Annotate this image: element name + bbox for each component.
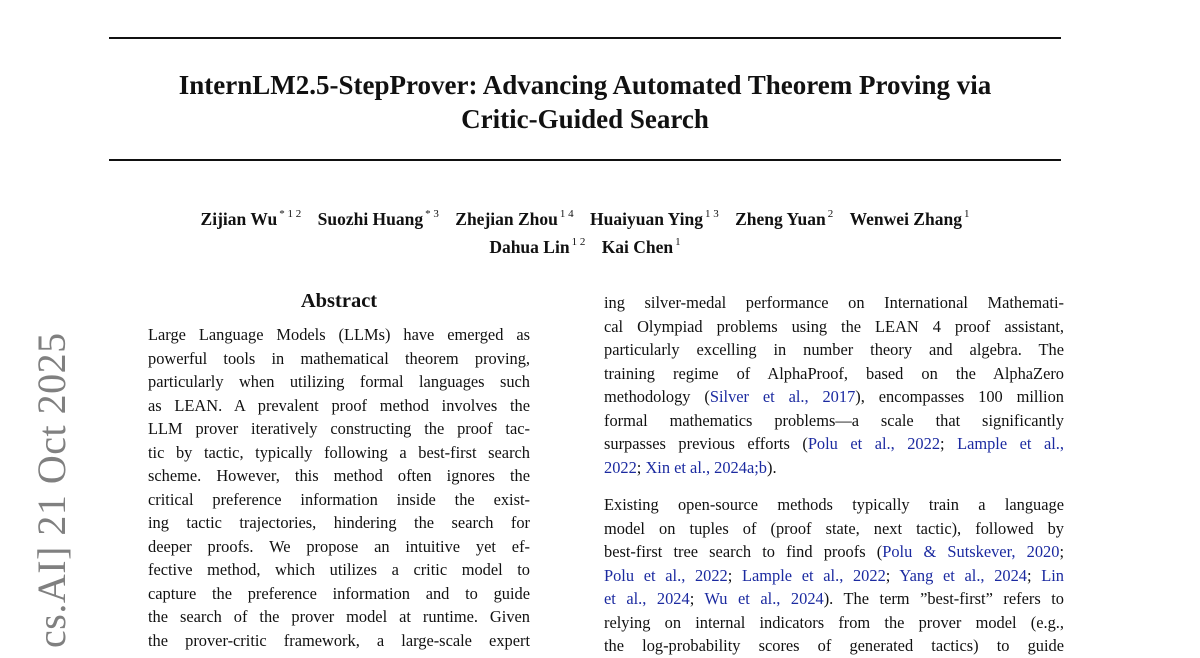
body-line: methodology (Silver et al., 2017), encompasses 100 million [604, 387, 1064, 406]
citation-link[interactable]: Polu et al., 2022 [604, 565, 728, 585]
abstract-line: as LEAN. A prevalent proof method involves the [148, 395, 530, 415]
author: Huaiyuan Ying $^{1 3}$ [590, 208, 719, 229]
intro-column [604, 291, 1064, 658]
author: Suozhi Huang $^{* 3}$ [317, 208, 439, 229]
citation-link[interactable]: Yang et al., 2024 [899, 565, 1027, 585]
top-rule [109, 37, 1061, 39]
abstract-line: fective method, which utilizes a critic model to [148, 560, 530, 579]
abstract-section [148, 289, 530, 652]
citation-link[interactable]: Xin et al., 2024a;b [645, 457, 767, 477]
affiliation-marks: 1 [675, 235, 681, 248]
abstract-line: deeper proofs. We propose an intuitive yet ef- [148, 536, 530, 556]
body-line: relying on internal indicators from the prover model (e.g., [604, 612, 1064, 632]
citation-link[interactable]: et al., 2024 [604, 589, 690, 608]
affiliation-marks: 2 [827, 208, 834, 220]
body-line: training regime of AlphaProof, based on the AlphaZero [604, 363, 1064, 383]
citation-link[interactable]: 2022 [604, 457, 637, 477]
citation-link[interactable]: Lample et al., 2022 [742, 565, 886, 585]
body-line: 2022; Xin et al., 2024a;b). [604, 457, 777, 477]
abstract-line: tic by tactic, typically following a best-first search [148, 442, 530, 462]
body-line: Existing open-source methods typically train a language [604, 495, 1064, 514]
citation-link[interactable]: Lample et al., [957, 434, 1064, 453]
abstract-line: LLM prover iteratively constructing the proof tac- [148, 419, 530, 438]
author: Kai Chen $^1$ [601, 235, 681, 257]
affiliation-marks: 1 2 [571, 235, 586, 248]
abstract-line: the prover-critic framework, a large-scale expert [148, 630, 530, 650]
citation-link[interactable]: Polu et al., 2022 [807, 434, 941, 453]
bottom-rule [109, 159, 1061, 161]
author: Zheng Yuan $^2$ [735, 208, 834, 229]
body-line: Polu et al., 2022; Lample et al., 2022; Yang et al., 2024; Lin [604, 565, 1064, 585]
author: Dahua Lin $^{1 2}$ [489, 235, 586, 257]
citation-link[interactable]: Lin [1041, 565, 1064, 585]
author: Zhejian Zhou $^{1 4}$ [455, 208, 574, 229]
body-line: particularly excelling in number theory and algebra. The [604, 340, 1064, 359]
abstract-line: ing tactic trajectories, hindering the search for [148, 513, 530, 532]
author: Zijian Wu $^{* 1 2}$ [200, 208, 302, 229]
body-line: the log-probability scores of generated tactics) to guide [604, 636, 1064, 655]
arxiv-side-stamp: cs.AI] 21 Oct 2025 [29, 332, 74, 648]
author-line-1 [109, 203, 1061, 231]
body-line: ing silver-medal performance on International Mathemati- [604, 293, 1064, 312]
citation-link[interactable]: Wu et al., 2024 [704, 589, 824, 608]
citation-link[interactable]: Silver et al., 2017 [709, 387, 856, 406]
abstract-line: critical preference information inside the exist- [148, 489, 530, 509]
title-line-1: InternLM2.5-StepProver: Advancing Automated Theorem Proving via [178, 70, 992, 100]
intro-paragraph-2 [604, 493, 1064, 658]
body-line: et al., 2024; Wu et al., 2024). The term ”best-first” refers to [604, 589, 1064, 608]
body-line: cal Olympiad problems using the LEAN 4 proof assistant, [604, 316, 1064, 336]
affiliation-marks: 1 3 [704, 208, 719, 220]
affiliation-marks: 1 [963, 208, 970, 220]
page-title [109, 68, 1061, 136]
affiliation-marks: 1 4 [559, 208, 574, 220]
author: Wenwei Zhang $^1$ [849, 208, 970, 229]
title-line-2: Critic-Guided Search [461, 104, 709, 134]
author-line-2 [109, 231, 1061, 259]
body-line: surpasses previous efforts (Polu et al., 2022; Lample et al., [604, 434, 1064, 453]
affiliation-marks: * 1 2 [279, 208, 302, 220]
abstract-line: capture the preference information and to guide [148, 583, 530, 603]
body-line: formal mathematics problems—a scale that significantly [604, 410, 1064, 430]
abstract-heading: Abstract [300, 290, 378, 312]
author-list [109, 203, 1061, 259]
intro-paragraph-1 [604, 291, 1064, 479]
abstract-line: Large Language Models (LLMs) have emerged as [148, 325, 530, 344]
body-line: model on tuples of (proof state, next tactic), followed by [604, 518, 1064, 538]
abstract-line: particularly when utilizing formal languages such [148, 372, 530, 391]
abstract-line: scheme. However, this method often ignores the [148, 466, 530, 485]
citation-link[interactable]: Polu & Sutskever, 2020 [882, 542, 1060, 561]
abstract-line: the search of the prover model at runtime. Given [148, 607, 530, 626]
abstract-line: powerful tools in mathematical theorem proving, [148, 348, 530, 368]
affiliation-marks: * 3 [425, 208, 439, 220]
body-line: best-first tree search to find proofs (Polu & Sutskever, 2020; [604, 542, 1064, 561]
